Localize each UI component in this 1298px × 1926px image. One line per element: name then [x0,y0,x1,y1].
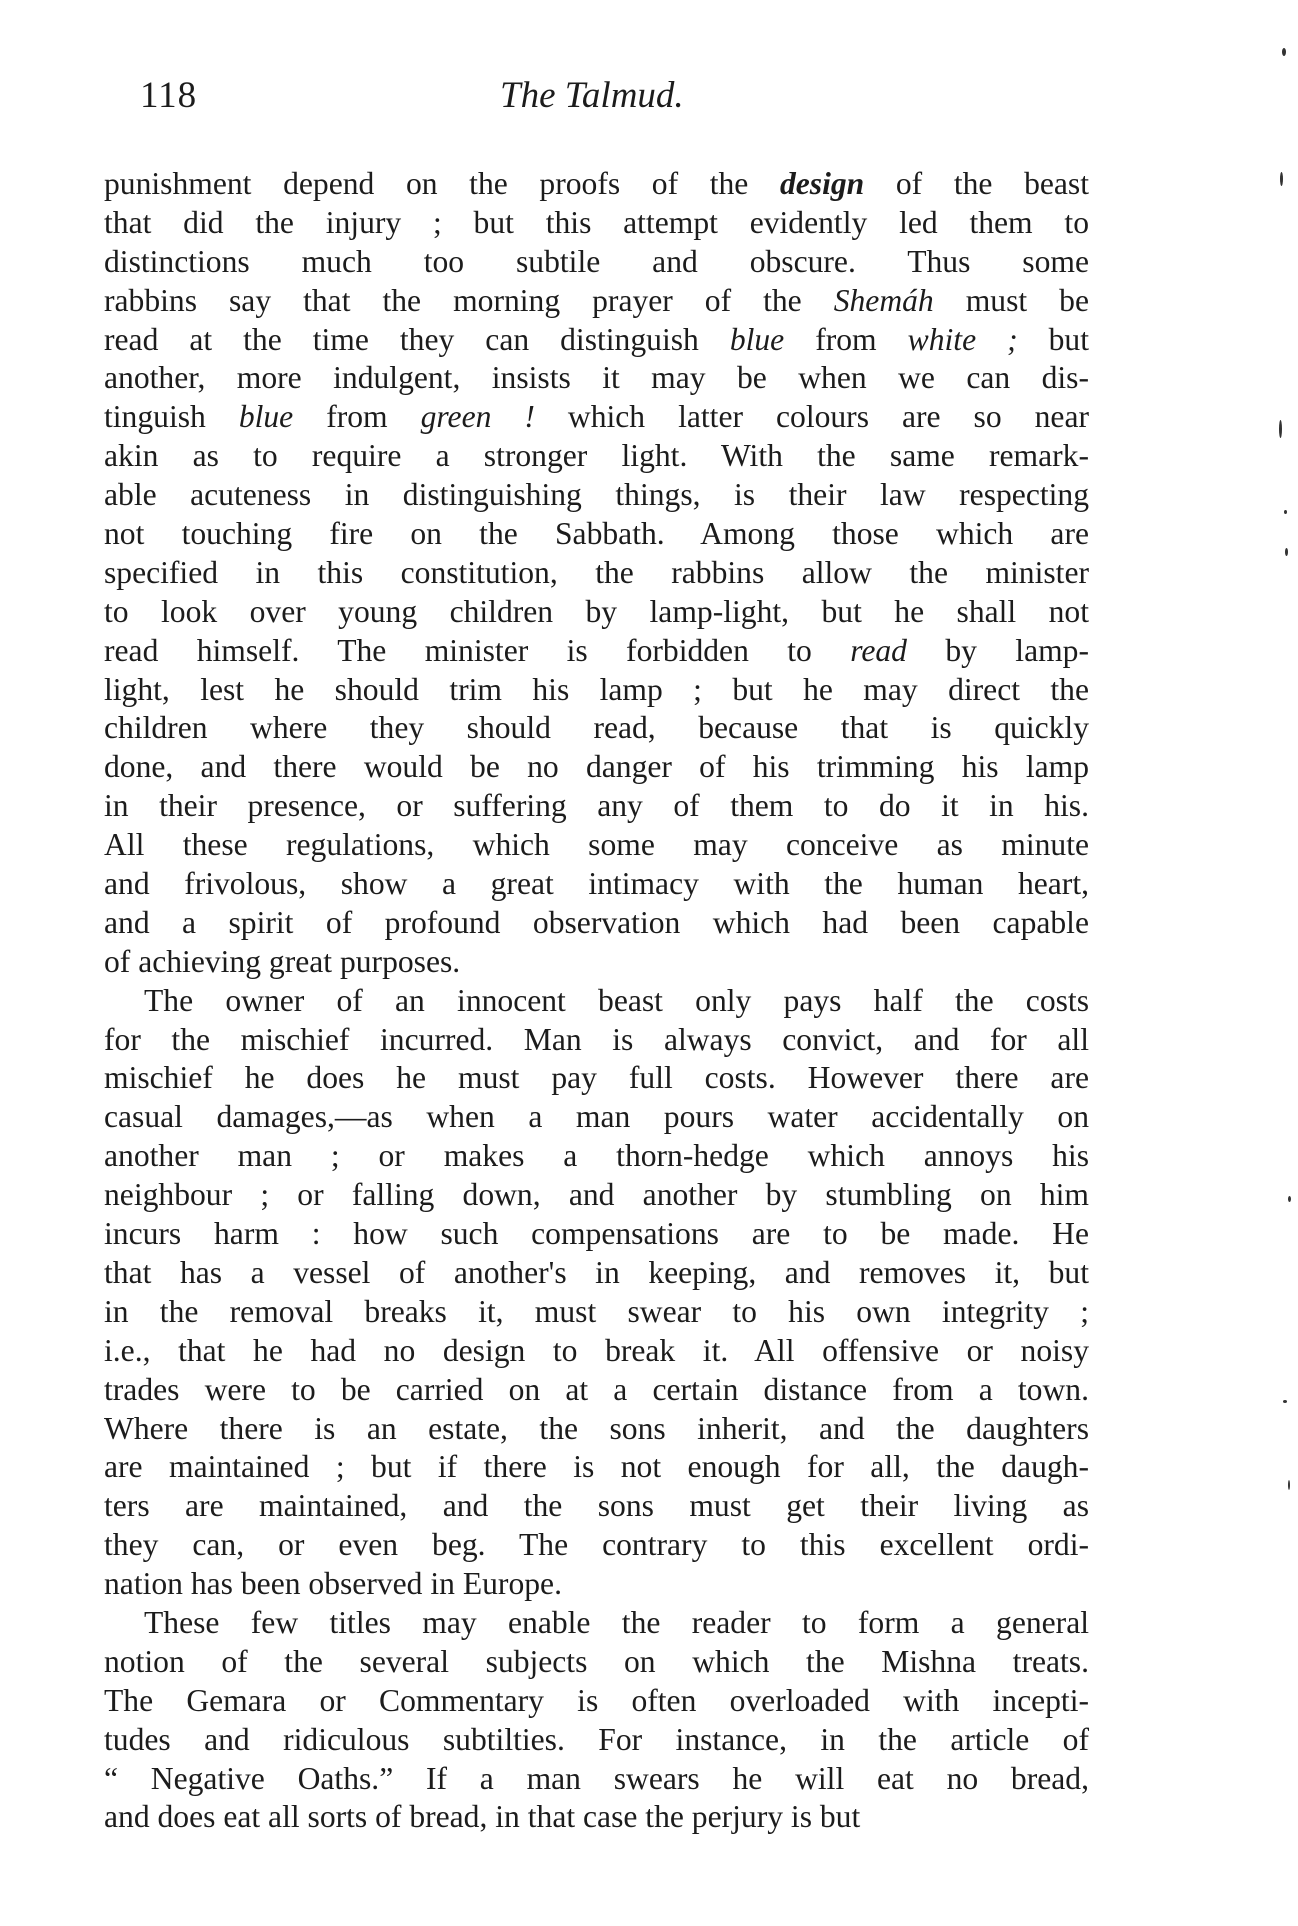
emphasis-text: blue [729,321,785,357]
text-line [104,554,1089,593]
text-line [104,1176,1089,1215]
text-line [104,1448,1089,1487]
text-segment: of achieving great purposes. [104,943,461,979]
text-segment: These few titles may enable the reader to form a general [144,1604,1089,1640]
text-segment: “ Negative Oaths.” If a man swears he will eat no bread, [104,1760,1089,1796]
text-line [104,1254,1089,1293]
text-segment: light, lest he should trim his lamp ; but he may direct the [104,671,1089,707]
paragraph [104,982,1089,1604]
scan-speck [1288,1196,1291,1202]
text-segment: that has a vessel of another's in keeping, and removes it, but [104,1254,1089,1290]
text-segment: and does eat all sorts of bread, in that case the perjury is but [104,1799,861,1835]
text-line [104,1371,1089,1410]
text-segment: neighbour ; or falling down, and another by stumbling on him [104,1177,1089,1213]
text-segment: done, and there would be no danger of his trimming his lamp [104,749,1089,785]
text-segment: read himself. The minister is forbidden to [104,632,851,668]
text-segment: another, more indulgent, insists it may be when we can dis- [104,360,1089,396]
text-segment: in the removal breaks it, must swear to his own integrity ; [104,1293,1089,1329]
text-segment: The owner of an innocent beast only pays half the costs [144,982,1089,1018]
text-line [104,1721,1089,1760]
text-segment: children where they should read, because that is quickly [104,710,1089,746]
text-segment: not touching fire on the Sabbath. Among those which are [104,516,1089,552]
text-line [104,904,1089,943]
text-line [104,359,1089,398]
text-line [104,709,1089,748]
scan-speck [1288,1480,1290,1490]
text-line [104,398,1089,437]
text-line [104,243,1089,282]
text-segment: they can, or even beg. The contrary to this excellent ordi- [104,1527,1089,1563]
text-segment: able acuteness in distinguishing things, is their law respecting [104,477,1089,513]
paragraph [104,1604,1089,1837]
text-segment: casual damages,—as when a man pours water accidentally on [104,1099,1089,1135]
scan-speck [1279,420,1282,438]
text-segment: ters are maintained, and the sons must get their living as [104,1488,1089,1524]
text-line [104,943,1089,982]
text-line [104,1487,1089,1526]
emphasis-text: design [779,166,865,201]
text-line [104,1021,1089,1060]
text-line [104,1332,1089,1371]
scan-speck [1283,1400,1287,1403]
text-line [104,321,1089,360]
text-line [104,437,1089,476]
text-line [104,632,1089,671]
body-text [104,165,1089,1837]
text-line [104,1098,1089,1137]
text-line [104,1059,1089,1098]
text-segment: Where there is an estate, the sons inherit, and the daughters [104,1410,1089,1446]
paragraph [104,165,1089,982]
text-line [104,826,1089,865]
text-line [104,1682,1089,1721]
text-segment: to look over young children by lamp-light, but he shall not [104,593,1089,629]
emphasis-text: blue [238,399,294,435]
text-segment: are maintained ; but if there is not enough for all, the daugh- [104,1449,1089,1485]
text-segment: The Gemara or Commentary is often overloaded with incepti- [104,1682,1089,1718]
page-number: 118 [140,75,198,116]
text-line [104,593,1089,632]
text-segment: notion of the several subjects on which the Mishna treats. [104,1643,1089,1679]
scan-speck [1284,510,1287,514]
text-line [104,1604,1089,1643]
text-line [104,865,1089,904]
text-segment: read at the time they can distinguish [104,321,730,357]
text-segment: specified in this constitution, the rabbins allow the minister [104,554,1089,590]
text-line [104,671,1089,710]
text-segment: from [784,321,908,357]
text-line [104,1137,1089,1176]
text-segment: All these regulations, which some may conceive as minute [104,827,1089,863]
text-segment: but [1017,321,1089,357]
text-line [104,1565,1089,1604]
emphasis-text: Shemáh [833,282,934,318]
text-segment: and frivolous, show a great intimacy with the human heart, [104,866,1089,902]
text-line [104,165,1089,204]
text-segment: rabbins say that the morning prayer of the [104,282,834,318]
text-line [104,748,1089,787]
scan-speck [1285,548,1288,556]
text-line [104,282,1089,321]
text-line [104,204,1089,243]
page-header [100,74,1100,130]
text-line [104,1643,1089,1682]
text-line [104,1293,1089,1332]
text-segment: must be [933,282,1089,318]
text-segment: by lamp- [906,632,1089,668]
text-segment: tudes and ridiculous subtilties. For instance, in the article of [104,1721,1089,1757]
text-segment: from [293,399,421,435]
text-segment: akin as to require a stronger light. With the same remark- [104,438,1089,474]
text-line [104,1215,1089,1254]
text-segment: incurs harm : how such compensations are to be made. He [104,1216,1089,1252]
text-segment: i.e., that he had no design to break it. All offensive or noisy [104,1332,1089,1368]
emphasis-text: white ; [907,321,1018,357]
text-segment: nation has been observed in Europe. [104,1566,562,1602]
text-line [104,982,1089,1021]
text-segment: distinctions much too subtile and obscure. Thus some [104,243,1089,279]
text-segment: trades were to be carried on at a certain distance from a town. [104,1371,1089,1407]
text-segment: for the mischief incurred. Man is always convict, and for all [104,1021,1089,1057]
scan-speck [1282,48,1286,56]
text-line [104,1526,1089,1565]
text-line [104,1798,1089,1837]
text-segment: in their presence, or suffering any of them to do it in his. [104,788,1089,824]
text-line [104,476,1089,515]
emphasis-text: read [850,632,907,668]
text-segment: and a spirit of profound observation which had been capable [104,904,1089,940]
text-segment: tinguish [104,399,239,435]
text-segment: punishment depend on the proofs of the [104,166,780,201]
emphasis-text: green ! [420,399,535,435]
running-title: The Talmud. [500,75,684,116]
text-segment: of the beast [864,166,1089,201]
text-segment: that did the injury ; but this attempt evidently led them to [104,204,1089,240]
text-line [104,515,1089,554]
text-segment: another man ; or makes a thorn-hedge which annoys his [104,1138,1089,1174]
text-line [104,1410,1089,1449]
text-line [104,1760,1089,1799]
text-segment: which latter colours are so near [534,399,1089,435]
text-segment: mischief he does he must pay full costs. However there are [104,1060,1089,1096]
text-line [104,787,1089,826]
scan-speck [1280,172,1283,186]
